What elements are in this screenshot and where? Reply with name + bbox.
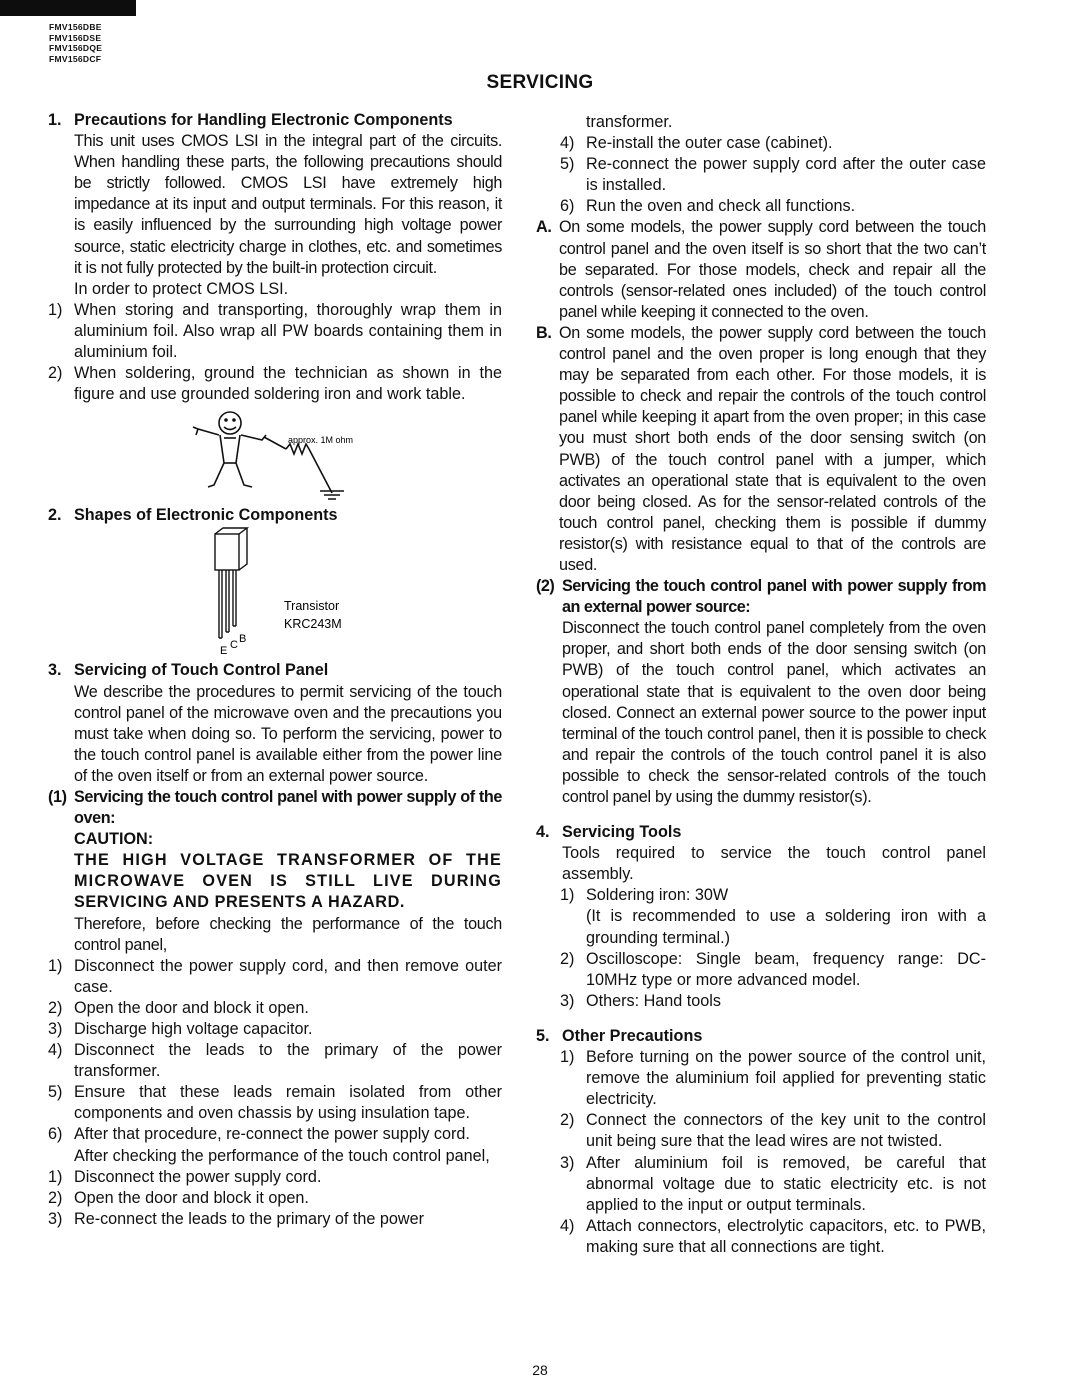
grounded-technician-illustration <box>48 405 502 505</box>
model-number: FMV156DCF <box>49 53 102 64</box>
list-item: 5) Re-connect the power supply cord after the outer case is installed. <box>560 155 986 195</box>
header-bar <box>0 0 136 16</box>
page-number: 28 <box>532 1362 548 1378</box>
transistor-illustration <box>48 526 502 660</box>
section-heading: 1. Precautions for Handling Electronic Components <box>48 111 453 129</box>
transistor-figure <box>48 526 502 660</box>
list-item: 3) After aluminium foil is removed, be careful that abnormal voltage due to static electricity etc. is not applied to the input or output terminals. <box>560 1153 986 1214</box>
paragraph: Tools required to service the touch control panel assembly. <box>562 844 986 884</box>
list-item: 4) Re-install the outer case (cabinet). <box>560 134 833 153</box>
pin-label-b: B <box>239 633 247 646</box>
list-item: 1) Before turning on the power source of the control unit, remove the aluminium foil applied for preventing static electricity. <box>560 1048 986 1109</box>
transistor-label: Transistor <box>284 599 340 614</box>
list-item: 1) Disconnect the power supply cord, and then remove outer case. <box>48 956 502 996</box>
section-heading: 2. Shapes of Electronic Components <box>48 506 338 525</box>
paragraph: After checking the performance of the touch control panel, <box>74 1146 490 1165</box>
spacer <box>536 1012 986 1026</box>
section-heading: 4. Servicing Tools <box>536 823 682 842</box>
list-item: 5) Ensure that these leads remain isolated from other components and oven chassis by using insulation tape. <box>48 1083 502 1123</box>
list-continuation: transformer. <box>586 113 673 131</box>
resistor-label: approx. 1M ohm <box>288 435 354 446</box>
list-item: 6) Run the oven and check all functions. <box>560 197 856 216</box>
list-item: 1) Disconnect the power supply cord. <box>48 1167 322 1186</box>
list-item: 2) Open the door and block it open. <box>48 1188 309 1207</box>
caution-label: CAUTION: <box>74 830 154 849</box>
pin-label-c: C <box>230 639 238 652</box>
model-number: FMV156DBE <box>49 22 102 32</box>
left-column <box>48 110 502 1230</box>
note-b: B. On some models, the power supply cord between the touch control panel and the oven proper is long enough that they may be separated from each other. For those models, it is possible to check and repair the controls of the touch control panel while keeping it apart from the oven proper; in this case you must short both ends of the door sensing switch (on PWB) of the touch control panel with a jumper, which activates an operational state that is equivalent to the oven door being closed. As for the sensor-related controls of the touch control panel, checking them is possible if dummy resistor(s) with resistance equal to that of the controls are used. <box>536 323 986 574</box>
list-item: 2) Oscilloscope: Single beam, frequency range: DC-10MHz type or more advanced model. <box>560 949 986 989</box>
page-title: SERVICING <box>486 72 594 93</box>
list-item-note: (It is recommended to use a soldering iron with a grounding terminal.) <box>586 907 986 947</box>
section-heading: 5. Other Precautions <box>536 1026 703 1045</box>
paragraph: This unit uses CMOS LSI in the integral part of the circuits. When handling these parts, the following precautions should be strictly followed. CMOS LSI have extremely high impedance at its input and output terminals. For this reason, it is easily influenced by the surrounding high voltage power source, static electricity charge in clothes, etc. and sometimes it is not fully protected by the built-in protection circuit. <box>74 132 502 277</box>
subsection-heading: (1) Servicing the touch control panel with power supply of the oven: <box>48 787 502 828</box>
list-item: 3) Re-connect the leads to the primary of the power <box>48 1209 425 1228</box>
list-item: 2) When soldering, ground the technician as shown in the figure and use grounded soldering iron and work table. <box>48 364 502 404</box>
transistor-model: KRC243M <box>284 617 342 632</box>
list-item: 2) Connect the connectors of the key unit to the control unit being sure that the lead wires are not twisted. <box>560 1111 986 1151</box>
paragraph: In order to protect CMOS LSI. <box>74 279 289 298</box>
section-heading: 3. Servicing of Touch Control Panel <box>48 661 329 680</box>
model-number: FMV156DQE <box>49 43 103 53</box>
warning-line: THE HIGH VOLTAGE TRANSFORMER OF THE <box>74 851 502 870</box>
warning-line: MICROWAVE OVEN IS STILL LIVE DURING <box>74 872 502 891</box>
list-item: 4) Disconnect the leads to the primary of the power transformer. <box>48 1041 502 1081</box>
list-item: 4) Attach connectors, electrolytic capacitors, etc. to PWB, making sure that all connections are tight. <box>560 1216 986 1256</box>
warning-line: SERVICING AND PRESENTS A HAZARD. <box>74 893 405 912</box>
list-item: 3) Discharge high voltage capacitor. <box>48 1020 313 1038</box>
list-item: 1) Soldering iron: 30W <box>560 886 729 905</box>
list-item: 1) When storing and transporting, thoroughly wrap them in aluminium foil. Also wrap all PW boards containing them in aluminium foil. <box>48 300 502 362</box>
model-list <box>49 22 102 64</box>
list-item: 2) Open the door and block it open. <box>48 998 309 1017</box>
grounding-figure <box>48 405 502 505</box>
paragraph: We describe the procedures to permit servicing of the touch control panel of the microwave oven and the precautions you must take when doing so. To perform the servicing, power to the touch control panel is available either from the power line of the oven itself or from an external power source. <box>74 682 502 785</box>
paragraph: Therefore, before checking the performance of the touch control panel, <box>74 914 502 954</box>
model-number: FMV156DSE <box>49 32 102 43</box>
list-item: 3) Others: Hand tools <box>560 991 721 1010</box>
paragraph: Disconnect the touch control panel completely from the oven proper, and short both ends of the door sensing switch (on PWB) of the touch control panel, which activates an operational state that is equivalent to the oven door being closed. Connect an external power source to the power input terminal of the touch control panel, then it is possible to check and repair the controls of the touch control panel it is also possible to check the sensor-related controls of the touch control panel by using the dummy resistor(s). <box>562 619 986 806</box>
note-a: A. On some models, the power supply cord between the touch control panel and the oven itself is so short that the two can’t be separated. For those models, check and repair all the controls (sensor-related ones included) of the touch control panel while keeping it connected to the oven. <box>536 218 986 321</box>
spacer <box>536 808 986 822</box>
pin-label-e: E <box>220 645 228 658</box>
list-item: 6) After that procedure, re-connect the power supply cord. <box>48 1125 470 1144</box>
right-column <box>536 112 986 1258</box>
warning-block <box>48 850 502 913</box>
subsection-heading: (2) Servicing the touch control panel with power supply from an external power source: <box>536 577 986 617</box>
